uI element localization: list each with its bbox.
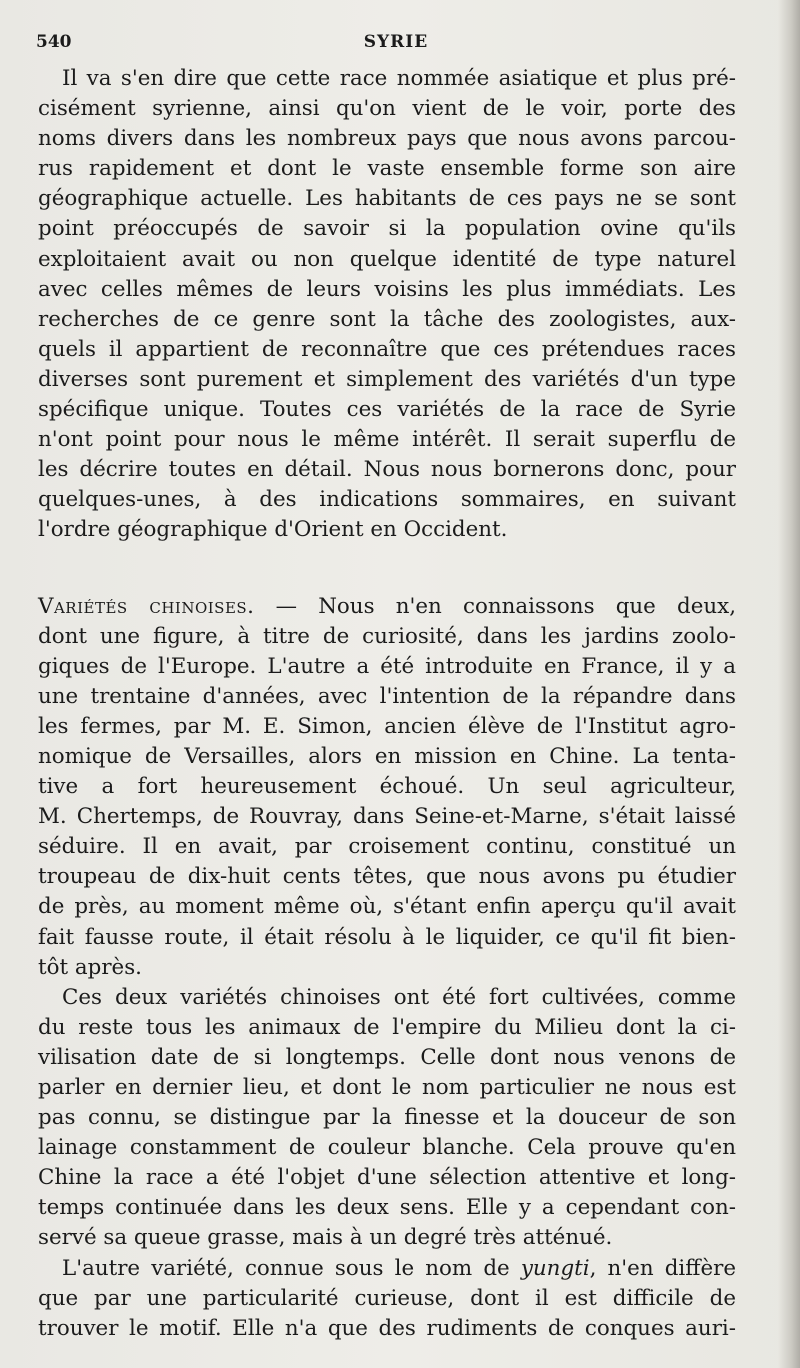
italic-term: yungti	[520, 1255, 590, 1281]
text-line: parler en dernier lieu, et dont le nom particulier ne nous est	[38, 1075, 736, 1100]
text-line: l'ordre géographique d'Orient en Occident.	[38, 517, 508, 543]
text-line: n'ont point pour nous le même intérêt. Il serait superflu de	[38, 427, 736, 453]
text-line: séduire. Il en avait, par croisement continu, constitué un	[38, 834, 736, 860]
text-line: servé sa queue grasse, mais à un degré très atténué.	[38, 1225, 613, 1251]
text-line: M. Chertemps, de Rouvray, dans Seine-et-Marne, s'était laissé	[38, 804, 736, 830]
text-line	[38, 592, 736, 622]
text-fragment: , n'en diffère	[589, 1255, 737, 1281]
text-line: de près, au moment même où, s'étant enfin aperçu qu'il avait	[38, 894, 736, 920]
text-line: temps continuée dans les deux sens. Elle y a cependant con-	[38, 1195, 736, 1221]
text-line: tive a fort heureusement échoué. Un seul agriculteur,	[38, 774, 736, 800]
running-title: SYRIE	[363, 32, 429, 52]
text-line: une trentaine d'années, avec l'intention de la répandre dans	[38, 683, 736, 709]
running-head	[36, 32, 756, 58]
text-line: spécifique unique. Toutes ces variétés de la race de Syrie	[38, 397, 736, 423]
text-line: que par une particularité curieuse, dont il est difficile de	[38, 1285, 736, 1311]
text-line: vilisation date de si longtemps. Celle dont nous venons de	[38, 1044, 736, 1070]
paragraph-1	[38, 64, 736, 546]
paragraph-2	[38, 592, 736, 983]
text-line: quels il appartient de reconnaître que ces prétendues races	[38, 336, 736, 362]
text-line	[38, 1254, 736, 1284]
paragraph-spacer	[38, 546, 736, 592]
text-line: giques de l'Europe. L'autre a été introduite en France, il y a	[38, 653, 736, 679]
paragraph-3	[38, 983, 736, 1254]
text-line: recherches de ce genre sont la tâche des zoologistes, aux-	[38, 306, 736, 332]
text-line: les décrire toutes en détail. Nous nous bornerons donc, pour	[38, 457, 736, 483]
text-line: troupeau de dix-huit cents têtes, que nous avons pu étudier	[38, 864, 736, 890]
text-line: rus rapidement et dont le vaste ensemble forme son aire	[38, 156, 736, 182]
text-line: les fermes, par M. E. Simon, ancien élève de l'Institut agro-	[38, 713, 736, 739]
page-number: 540	[36, 32, 72, 52]
heading-line-rest: — Nous n'en connaissons que deux,	[254, 593, 736, 619]
text-line: Chine la race a été l'objet d'une sélection attentive et long-	[38, 1165, 736, 1191]
paragraph-4	[38, 1254, 736, 1344]
text-line: diverses sont purement et simplement des variétés d'un type	[38, 366, 736, 392]
text-line: trouver le motif. Elle n'a que des rudiments de conques auri-	[38, 1315, 736, 1341]
text-line: point préoccupés de savoir si la population ovine qu'ils	[38, 216, 736, 242]
text-line: dont une figure, à titre de curiosité, dans les jardins zoolo-	[38, 623, 736, 649]
text-line: avec celles mêmes de leurs voisins les plus immédiats. Les	[38, 276, 736, 302]
text-line: fait fausse route, il était résolu à le liquider, ce qu'il fit bien-	[38, 924, 736, 950]
text-line: lainage constamment de couleur blanche. Cela prouve qu'en	[38, 1135, 736, 1161]
text-fragment: L'autre variété, connue sous le nom de	[62, 1255, 521, 1281]
text-line: tôt après.	[38, 954, 142, 980]
body-text	[38, 64, 736, 1344]
page-edge-shadow	[778, 0, 800, 1368]
text-line: noms divers dans les nombreux pays que nous avons parcou-	[38, 126, 736, 152]
text-line: Il va s'en dire que cette race nommée asiatique et plus pré-	[62, 66, 736, 91]
text-line: pas connu, se distingue par la finesse et la douceur de son	[38, 1105, 736, 1131]
section-heading: Variétés chinoises.	[38, 593, 255, 619]
text-line: géographique actuelle. Les habitants de ces pays ne se sont	[38, 186, 736, 212]
text-line: Ces deux variétés chinoises ont été fort cultivées, comme	[62, 984, 736, 1010]
text-line: quelques-unes, à des indications sommaires, en suivant	[38, 487, 736, 513]
text-line: exploitaient avait ou non quelque identité de type naturel	[38, 246, 736, 272]
text-line: du reste tous les animaux de l'empire du Milieu dont la ci-	[38, 1014, 736, 1040]
text-line: nomique de Versailles, alors en mission en Chine. La tenta-	[38, 743, 736, 769]
text-line: cisément syrienne, ainsi qu'on vient de le voir, porte des	[38, 96, 736, 122]
